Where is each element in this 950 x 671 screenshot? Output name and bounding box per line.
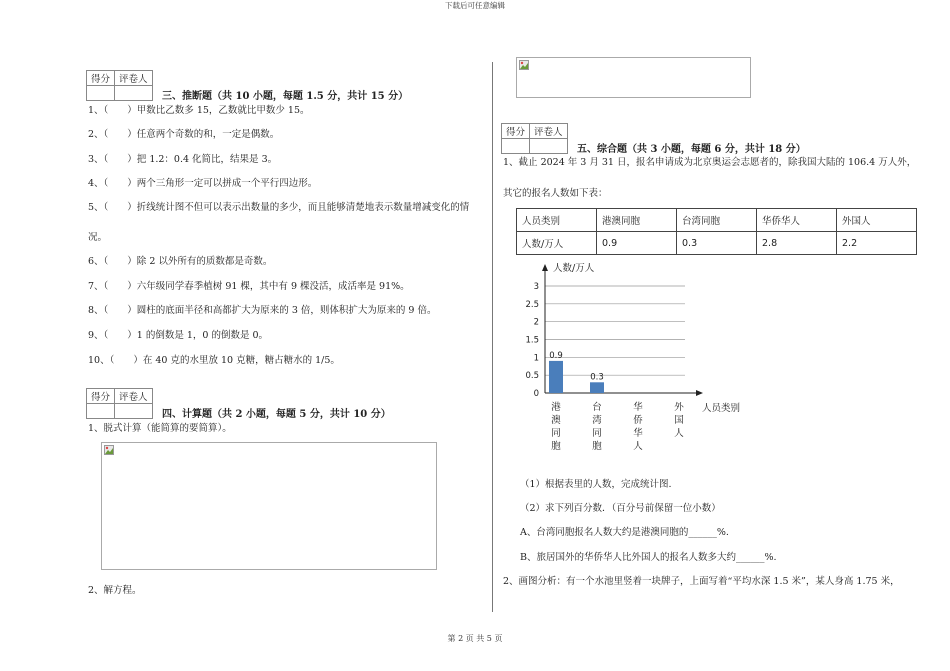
y-tick-label: 1 [533,353,539,364]
sec5-title: 五、综合题（共 3 小题，每题 6 分，共计 18 分） [577,144,806,155]
x-tick-label: 华 [633,402,643,413]
sec5-sub1: （1）根据表里的人数，完成统计图. [520,479,672,490]
x-tick-label: 人 [633,441,643,452]
sec4-q2: 2、解方程。 [88,585,142,596]
table-cell: 0.9 [597,232,677,255]
y-tick-label: 3 [533,282,539,292]
bar-chart [505,255,775,455]
table-cell: 华侨华人 [757,209,837,232]
table-cell: 2.8 [757,232,837,255]
sec4-q1: 1、脱式计算（能简算的要简算）。 [88,423,232,434]
sec4-title: 四、计算题（共 2 小题，每题 5 分，共计 10 分） [162,409,391,420]
y-tick-label: 2 [533,317,539,328]
x-tick-label: 湾 [592,415,602,426]
score-box-sec4 [86,388,153,419]
grader-cell[interactable] [115,86,153,101]
broken-image-icon [104,445,114,455]
x-tick-label: 同 [551,428,561,439]
sec3-item-9: 9、（ ）1 的倒数是 1，0 的倒数是 0。 [88,330,269,341]
x-axis-label: 人员类别 [702,403,741,414]
x-tick-label: 台 [592,402,602,413]
table-cell: 港澳同胞 [597,209,677,232]
grader-label: 评卷人 [530,124,568,139]
x-tick-label: 港 [551,402,561,413]
sec5-sub2: （2）求下列百分数．（百分号前保留一位小数） [520,503,721,514]
x-axis-arrow [696,390,703,396]
grader-cell[interactable] [530,139,568,154]
page-footer: 第 2 页 共 5 页 [447,634,503,643]
grader-label: 评卷人 [115,71,153,86]
table-cell: 台湾同胞 [677,209,757,232]
table-cell: 2.2 [837,232,917,255]
sec3-item-1: 1、（ ）甲数比乙数多 15，乙数就比甲数少 15。 [88,105,310,116]
x-tick-label: 外 [674,402,684,413]
sec5-q1-line2: 其它的报名人数如下表： [503,188,608,199]
sec5-q2: 2、画图分析：有一个水池里竖着一块牌子，上面写着“平均水深 1.5 米”，某人身高 1.75 米， [503,576,900,587]
x-tick-label: 侨 [633,415,643,426]
sec5-subA: A、台湾同胞报名人数大约是港澳同胞的______%. [520,527,729,538]
sec3-item-7: 7、（ ）六年级同学春季植树 91 棵，其中有 9 棵没活，成活率是 91%。 [88,281,410,292]
sec3-item-10: 10、（ ）在 40 克的水里放 10 克糖，糖占糖水的 1/5。 [88,355,340,366]
y-tick-label: 2.5 [525,299,539,310]
answer-image-placeholder [101,442,437,570]
score-label: 得分 [502,124,530,139]
y-tick-label: 1.5 [525,335,539,346]
image-placeholder-top [516,57,751,98]
sec3-item-8: 8、（ ）圆柱的底面半径和高都扩大为原来的 3 倍，则体积扩大为原来的 9 倍。 [88,305,437,316]
x-tick-label: 人 [674,428,684,439]
grader-cell[interactable] [115,404,153,419]
y-axis-arrow [542,264,548,271]
table-row [517,232,917,255]
data-label: 0.9 [549,350,563,361]
score-cell[interactable] [502,139,530,154]
x-tick-label: 胞 [551,441,561,452]
bar [549,361,563,393]
x-tick-label: 胞 [592,441,602,452]
x-tick-label: 国 [674,415,684,426]
score-box-sec3 [86,70,153,101]
table-cell: 0.3 [677,232,757,255]
data-label: 0.3 [590,372,604,383]
score-cell[interactable] [87,86,115,101]
sec5-subB: B、旅居国外的华侨华人比外国人的报名人数多大约______%. [520,552,777,563]
y-tick-label: 0.5 [525,371,539,382]
score-box-sec5 [501,123,568,154]
sec3-item-5: 5、（ ）折线统计图不但可以表示出数量的多少，而且能够清楚地表示数量增减变化的情 [88,202,470,213]
y-tick-label: 0 [533,389,539,399]
table-header-row [517,209,917,232]
x-tick-label: 华 [633,428,643,439]
x-tick-label: 同 [592,428,602,439]
sec5-q1-line1: 1、截止 2024 年 3 月 31 日，报名申请成为北京奥运会志愿者的，除我国大陆的 106.4 万人外， [503,157,917,168]
x-tick-label: 澳 [551,415,561,426]
sec3-item-2: 2、（ ）任意两个奇数的和，一定是偶数。 [88,129,280,140]
sec3-title: 三、推断题（共 10 小题，每题 1.5 分，共计 15 分） [162,91,409,102]
sec3-item-3: 3、（ ）把 1.2：0.4 化简比，结果是 3。 [88,154,278,165]
table-cell: 人数/万人 [517,232,597,255]
header-note: 下载后可任意编辑 [445,1,505,10]
column-divider [492,62,493,612]
table-cell: 人员类别 [517,209,597,232]
sec3-item-4: 4、（ ）两个三角形一定可以拼成一个平行四边形。 [88,178,318,189]
table-cell: 外国人 [837,209,917,232]
sec3-item-6: 6、（ ）除 2 以外所有的质数都是奇数。 [88,256,273,267]
score-label: 得分 [87,389,115,404]
data-table [516,208,917,255]
score-label: 得分 [87,71,115,86]
bar [590,382,604,393]
sec3-item-5-cont: 况。 [88,232,108,243]
grader-label: 评卷人 [115,389,153,404]
broken-image-icon [519,60,529,70]
y-axis-label: 人数/万人 [553,263,595,274]
score-cell[interactable] [87,404,115,419]
